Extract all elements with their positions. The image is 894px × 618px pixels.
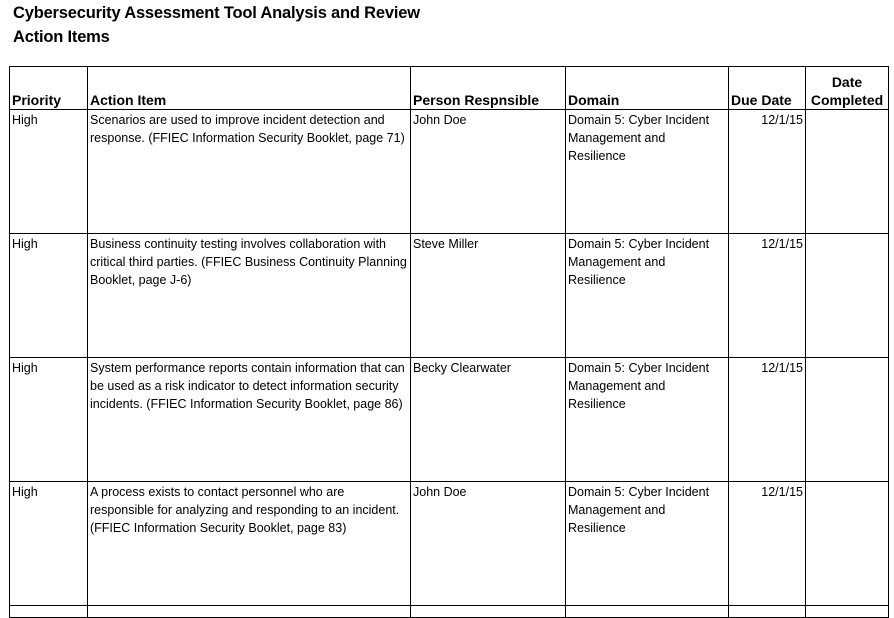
table-header-row bbox=[10, 67, 889, 110]
column-header-date-completed-line1: Date bbox=[831, 74, 863, 90]
cell-priority: High bbox=[10, 358, 88, 482]
table-row bbox=[10, 110, 889, 234]
cell-priority: High bbox=[10, 482, 88, 606]
cell-priority: High bbox=[10, 234, 88, 358]
empty-cell bbox=[88, 606, 411, 618]
column-header-due-date: Due Date bbox=[729, 67, 806, 110]
cell-priority: High bbox=[10, 110, 88, 234]
column-header-date-completed bbox=[806, 67, 889, 110]
document-title: Cybersecurity Assessment Tool Analysis and Review bbox=[13, 4, 420, 22]
empty-cell bbox=[566, 606, 729, 618]
column-header-action-item: Action Item bbox=[88, 67, 411, 110]
cell-person-responsible: Steve Miller bbox=[411, 234, 566, 358]
cell-date-completed bbox=[806, 358, 889, 482]
cell-domain: Domain 5: Cyber Incident Management and Resilience bbox=[566, 110, 729, 234]
action-items-table bbox=[9, 66, 889, 618]
cell-person-responsible: John Doe bbox=[411, 482, 566, 606]
cell-domain: Domain 5: Cyber Incident Management and Resilience bbox=[566, 234, 729, 358]
empty-cell bbox=[806, 606, 889, 618]
column-header-domain: Domain bbox=[566, 67, 729, 110]
cell-date-completed bbox=[806, 110, 889, 234]
table-row bbox=[10, 358, 889, 482]
column-header-priority: Priority bbox=[10, 67, 88, 110]
cell-person-responsible: John Doe bbox=[411, 110, 566, 234]
table-row bbox=[10, 482, 889, 606]
cell-date-completed bbox=[806, 234, 889, 358]
cell-domain: Domain 5: Cyber Incident Management and Resilience bbox=[566, 358, 729, 482]
column-header-person-responsible: Person Respnsible bbox=[411, 67, 566, 110]
cell-date-completed bbox=[806, 482, 889, 606]
empty-cell bbox=[10, 606, 88, 618]
cell-action-item: Scenarios are used to improve incident detection and response. (FFIEC Information Security Booklet, page 71) bbox=[88, 110, 411, 234]
cell-action-item: System performance reports contain information that can be used as a risk indicator to detect information security incidents. (FFIEC Information Security Booklet, page 86) bbox=[88, 358, 411, 482]
document-subtitle: Action Items bbox=[13, 28, 110, 46]
empty-cell bbox=[729, 606, 806, 618]
empty-cell bbox=[411, 606, 566, 618]
cell-due-date: 12/1/15 bbox=[729, 234, 806, 358]
column-header-date-completed-line2: Completed bbox=[810, 92, 884, 108]
cell-person-responsible: Becky Clearwater bbox=[411, 358, 566, 482]
cell-action-item: Business continuity testing involves collaboration with critical third parties. (FFIEC Business Continuity Planning Booklet, page J-6) bbox=[88, 234, 411, 358]
table-row bbox=[10, 234, 889, 358]
cell-action-item: A process exists to contact personnel who are responsible for analyzing and responding to an incident. (FFIEC Information Security Booklet, page 83) bbox=[88, 482, 411, 606]
cell-due-date: 12/1/15 bbox=[729, 482, 806, 606]
cell-due-date: 12/1/15 bbox=[729, 110, 806, 234]
cell-due-date: 12/1/15 bbox=[729, 358, 806, 482]
cell-domain: Domain 5: Cyber Incident Management and Resilience bbox=[566, 482, 729, 606]
table-row-empty bbox=[10, 606, 889, 618]
